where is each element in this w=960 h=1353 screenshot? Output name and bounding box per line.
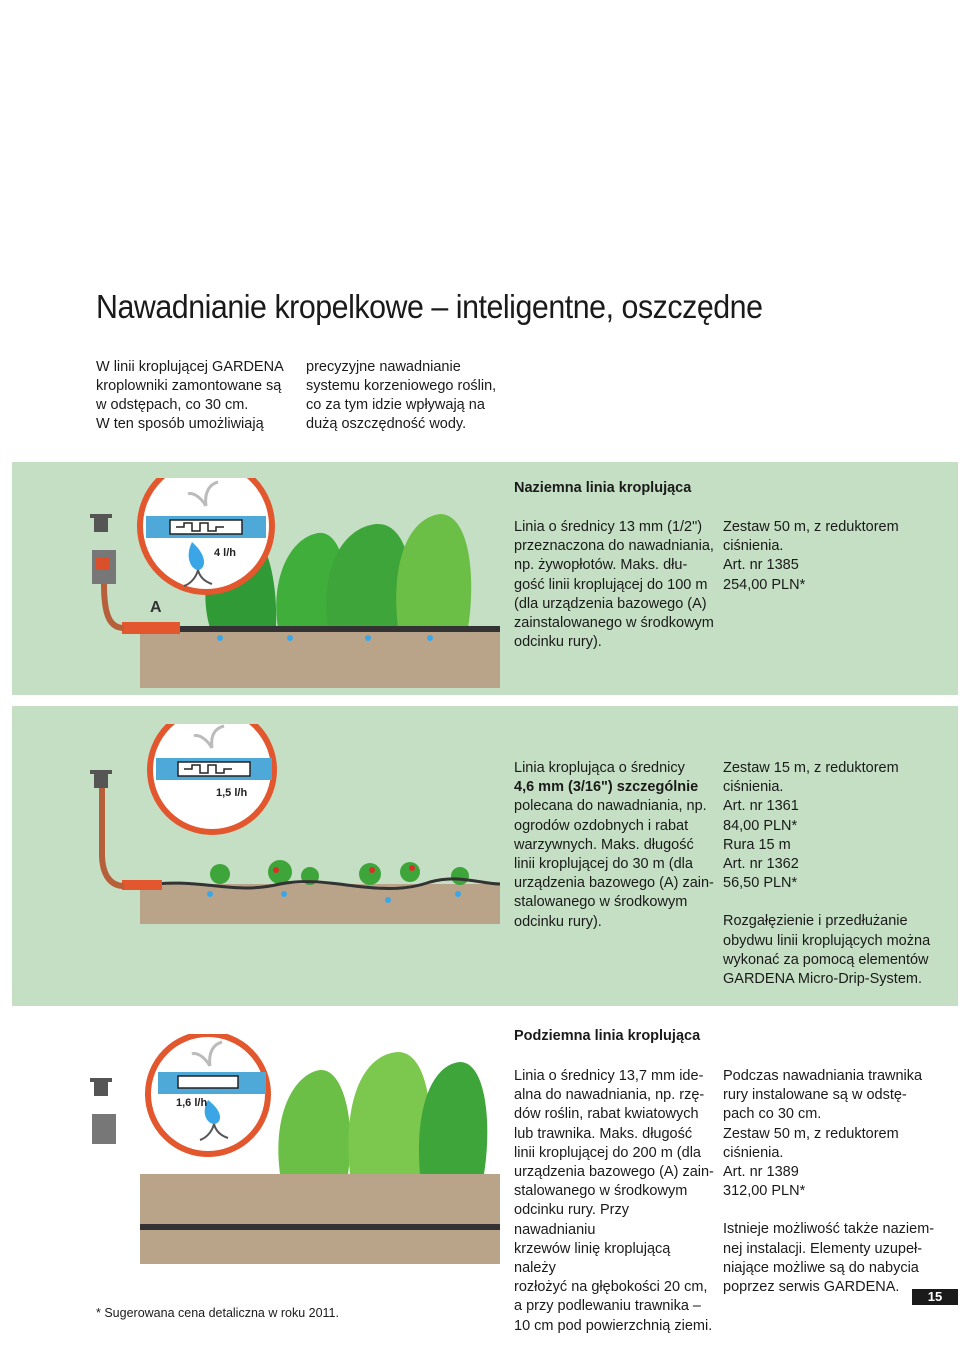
device-label-a: A xyxy=(150,599,162,616)
soil xyxy=(140,1174,500,1264)
hose-connector xyxy=(122,880,162,890)
soil xyxy=(140,884,500,924)
footnote: * Sugerowana cena detaliczna w roku 2011. xyxy=(96,1306,339,1320)
flow-label: 1,6 l/h xyxy=(176,1097,208,1109)
micro-drip-illustration xyxy=(80,724,500,924)
water-drop xyxy=(281,891,287,897)
water-drop xyxy=(365,635,371,641)
flow-label: 4 l/h xyxy=(214,547,237,559)
section-heading-above-ground: Naziemna linia kroplująca xyxy=(514,480,692,496)
water-drop xyxy=(455,891,461,897)
pressure-reducer-device xyxy=(92,1114,116,1144)
supply-hose xyxy=(104,584,124,628)
above-ground-illustration xyxy=(80,478,500,688)
soil xyxy=(140,630,500,688)
shrub xyxy=(348,1052,430,1174)
underground-illustration xyxy=(80,1034,500,1264)
water-drop xyxy=(287,635,293,641)
flow-label: 1,5 l/h xyxy=(216,787,248,799)
water-drop xyxy=(427,635,433,641)
supply-hose xyxy=(102,788,124,886)
intro-column-2: precyzyjne nawadnianie systemu korzeniowego roślin, co za tym idzie wpływają na dużą oszczędność wody. xyxy=(306,359,497,432)
water-drop xyxy=(385,897,391,903)
buried-drip-line xyxy=(140,1224,500,1230)
shrub xyxy=(278,1070,350,1174)
hose-connector xyxy=(122,622,180,634)
tap-icon xyxy=(94,1080,108,1096)
page-title: Nawadnianie kropelkowe – inteligentne, oszczędne xyxy=(96,288,763,325)
section-heading-underground: Podziemna linia kroplująca xyxy=(514,1028,701,1044)
page-number: 15 xyxy=(912,1289,958,1305)
shrub xyxy=(419,1062,487,1174)
water-drop xyxy=(207,891,213,897)
section2-description: Linia kroplująca o średnicy 4,6 mm (3/16") szczególnie polecana do nawadniania, np. ogrodów ozdobnych i rabat warzywnych. Maks. długość linii kroplującej do 30 m (dla urządzenia bazowego (A) zain- stalowanego w środkowym odcinku rury). xyxy=(514,760,714,930)
section1-price: Zestaw 50 m, z reduktorem ciśnienia. Art. nr 1385 254,00 PLN* xyxy=(723,519,899,593)
section2-price: Zestaw 15 m, z reduktorem ciśnienia. Art. nr 1361 84,00 PLN* Rura 15 m Art. nr 1362 56,50 PLN* Rozgałęzienie i przedłużanie obydwu linii kroplujących można wykonać za pomocą elementów GARDENA Micro-Drip-System. xyxy=(723,760,931,988)
intro-column-1: W linii kroplującej GARDENA kroplowniki zamontowane są w odstępach, co 30 cm. W ten sposób umożliwiają xyxy=(96,359,284,432)
shrub xyxy=(396,514,471,628)
water-drop xyxy=(217,635,223,641)
tap-icon xyxy=(94,772,108,788)
section3-price: Podczas nawadniania trawnika rury instalowane są w odstę- pach co 30 cm. Zestaw 50 m, z reduktorem ciśnienia. Art. nr 1389 312,00 PLN* Istnieje możliwość także naziem- nej instalacji. Elementy uzupeł- niające możliwe są do nabycia poprzez serwis GARDENA. xyxy=(723,1068,935,1296)
tap-icon xyxy=(94,516,108,532)
drip-line xyxy=(140,626,500,632)
section3-description: Linia o średnicy 13,7 mm ide- alna do nawadniania, np. rzę- dów roślin, rabat kwiatowych lub trawnika. Maks. długość linii kroplującej do 200 m (dla urządzenia bazowego (A) zain- stalowanego w środkowym odcinku rury. Przy nawadnianiu krzewów linię kroplującą należy rozłożyć na głębokości 20 cm, a przy podlewaniu trawnika – 10 cm pod powierzchnią ziemi. xyxy=(514,1068,714,1334)
section1-description: Linia o średnicy 13 mm (1/2") przeznaczona do nawadniania, np. żywopłotów. Maks. dłu- gość linii kroplującej do 100 m (dla urządzenia bazowego (A) zainstalowanego w środkowym odcinku rury). xyxy=(514,519,714,651)
